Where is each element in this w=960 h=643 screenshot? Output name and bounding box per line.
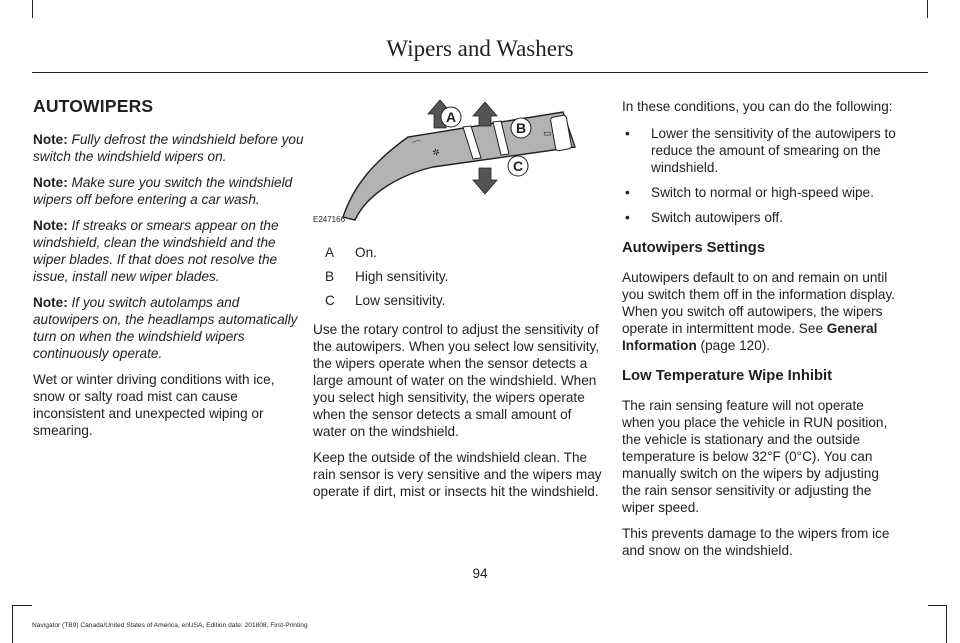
settings-text: Autowipers default to on and remain on until you switch them off in the information display. When you switch off autowipers, the wipers operate in intermittent mode. See	[622, 270, 896, 336]
wiper-stalk-figure	[313, 92, 603, 230]
footer-text: Navigator (TB9) Canada/United States of America, enUSA, Edition date: 201808, First-Printing	[32, 622, 308, 629]
note-label: Note:	[33, 132, 68, 147]
body-paragraph: Keep the outside of the windshield clean. The rain sensor is very sensitive and the wipers may operate if dirt, mist or insects hit the windshield.	[313, 450, 602, 499]
callout-c-label: C	[513, 158, 524, 174]
note-text: Make sure you switch the windshield wipers off before entering a car wash.	[33, 175, 293, 207]
note-2	[33, 174, 308, 208]
key-row	[313, 292, 603, 309]
note-text: If streaks or smears appear on the windshield, clean the windshield and the wiper blades. If that does not resolve the issue, install new wiper blades.	[33, 218, 279, 284]
page-number: 94	[472, 566, 488, 581]
crop-mark	[12, 605, 13, 643]
key-row	[313, 268, 603, 285]
body-paragraph: In these conditions, you can do the following:	[622, 99, 893, 114]
key-letter: A	[325, 245, 335, 260]
stalk-body	[343, 112, 575, 220]
key-text: On.	[355, 245, 377, 260]
list-item-text: Lower the sensitivity of the autowipers to reduce the amount of smearing on the windshield.	[651, 126, 896, 175]
bullet-icon: •	[625, 126, 630, 141]
callout-b-label: B	[516, 120, 527, 136]
key-letter: B	[325, 269, 335, 284]
bullet-list	[622, 125, 900, 226]
note-label: Note:	[33, 218, 68, 233]
page-header-title: Wipers and Washers	[386, 36, 574, 61]
wiper-symbol-icon: ⌒	[411, 140, 424, 153]
middle-column	[313, 92, 603, 509]
body-paragraph: Use the rotary control to adjust the sensitivity of the autowipers. When you select low sensitivity, the wipers operate when the sensor detects a large amount of water on the windshield. When you select high sensitivity, the wipers operate when the sensor detects a small amount of water on the windshield.	[313, 322, 600, 439]
body-paragraph: The rain sensing feature will not operate when you place the vehicle in RUN position, the vehicle is stationary and the outside temperature is below 32°F (0°C). You can manually switch on the wipers by adjusting the rain sensor sensitivity or adjusting the wiper speed.	[622, 398, 888, 515]
key-letter: C	[325, 293, 335, 308]
crop-mark	[928, 605, 947, 606]
note-4	[33, 294, 308, 362]
list-item-text: Switch autowipers off.	[651, 210, 783, 225]
bullet-icon: •	[625, 210, 630, 225]
note-1	[33, 131, 308, 165]
rear-wiper-icon: ▭	[543, 128, 552, 138]
key-text: Low sensitivity.	[355, 293, 446, 308]
right-column	[622, 98, 900, 568]
callout-a-label: A	[446, 109, 457, 125]
list-item	[622, 209, 900, 226]
body-paragraph: This prevents damage to the wipers from ice and snow on the windshield.	[622, 526, 890, 558]
list-item	[622, 125, 900, 176]
note-3	[33, 217, 308, 285]
list-item	[622, 184, 900, 201]
wiper-stalk-illustration	[313, 92, 603, 230]
left-column	[33, 98, 308, 448]
crop-mark	[946, 605, 947, 643]
settings-text-after: (page 120).	[696, 338, 771, 353]
note-text: Fully defrost the windshield before you switch the windshield wipers on.	[33, 132, 304, 164]
crop-mark	[32, 0, 33, 18]
subsection-heading: Autowipers Settings	[622, 240, 766, 256]
key-row	[313, 244, 603, 261]
washer-symbol-icon: ✲	[431, 146, 441, 158]
arrow-down-icon	[473, 168, 497, 194]
figure-id: E247166	[313, 215, 346, 224]
subsection-heading: Low Temperature Wipe Inhibit	[622, 368, 833, 384]
list-item-text: Switch to normal or high-speed wipe.	[651, 185, 874, 200]
note-label: Note:	[33, 295, 68, 310]
note-text: If you switch autolamps and autowipers on, the headlamps automatically turn on when the windshield wipers continuously operate.	[33, 295, 298, 361]
header-rule	[32, 72, 928, 73]
note-label: Note:	[33, 175, 68, 190]
crop-mark	[927, 0, 928, 18]
body-paragraph: Wet or winter driving conditions with ice, snow or salty road mist can cause inconsistent and unexpected wiping or smearing.	[33, 372, 275, 438]
body-paragraph	[622, 269, 900, 354]
bullet-icon: •	[625, 185, 630, 200]
cross-reference-link[interactable]: General Information	[622, 321, 878, 353]
key-text: High sensitivity.	[355, 269, 449, 284]
crop-mark	[12, 605, 32, 606]
section-heading: AUTOWIPERS	[33, 96, 154, 116]
